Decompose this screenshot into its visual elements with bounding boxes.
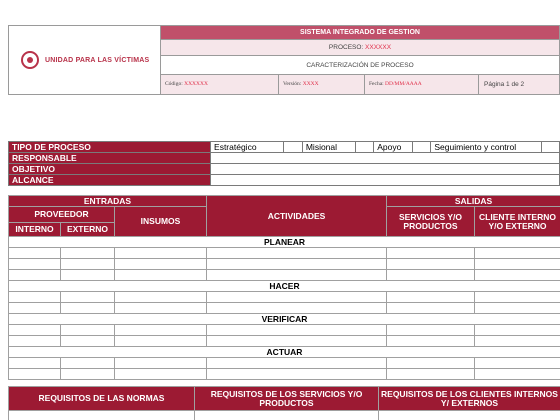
document-type: CARACTERIZACIÓN DE PROCESO <box>161 56 560 74</box>
option-misional: Misional <box>302 142 355 153</box>
logo-text: UNIDAD PARA LAS VÍCTIMAS <box>45 56 150 64</box>
document-header <box>8 25 560 95</box>
objetivo-row <box>9 164 560 175</box>
table-row[interactable] <box>9 292 560 303</box>
date-label: Fecha: <box>369 81 384 88</box>
responsable-row <box>9 153 560 164</box>
logo <box>21 51 160 69</box>
objetivo-field[interactable] <box>211 164 560 175</box>
table-row[interactable] <box>9 336 560 347</box>
clientes-req-header: REQUISITOS DE LOS CLIENTES INTERNOS Y/ EXTERNOS <box>379 387 560 411</box>
tipo-label: TIPO DE PROCESO <box>9 142 211 153</box>
table-row[interactable] <box>9 369 560 380</box>
date-value[interactable]: DD/MM/AAAA <box>385 81 422 88</box>
externo-header: EXTERNO <box>61 223 115 237</box>
table-row[interactable] <box>9 325 560 336</box>
code-cell <box>161 74 279 94</box>
proveedor-header: PROVEEDOR <box>9 207 115 223</box>
checkbox-seguimiento[interactable] <box>541 142 559 153</box>
table-row[interactable] <box>9 270 560 281</box>
process-label: PROCESO: <box>328 44 364 52</box>
alcance-label: ALCANCE <box>9 175 211 186</box>
date-cell <box>365 74 479 94</box>
process-name-row <box>161 40 560 56</box>
servicios-header: SERVICIOS Y/O PRODUCTOS <box>387 207 475 237</box>
code-value[interactable]: XXXXXX <box>184 81 208 88</box>
objetivo-label: OBJETIVO <box>9 164 211 175</box>
alcance-field[interactable] <box>211 175 560 186</box>
table-row[interactable] <box>9 303 560 314</box>
page-number: Página 1 de 2 <box>479 74 560 94</box>
table-row[interactable] <box>9 248 560 259</box>
interno-header: INTERNO <box>9 223 61 237</box>
phase-hacer: HACER <box>9 281 560 292</box>
requirements-table <box>8 386 560 420</box>
process-info-table <box>8 141 560 186</box>
table-row[interactable] <box>9 411 560 420</box>
insumos-header: INSUMOS <box>115 207 207 237</box>
phase-verificar: VERIFICAR <box>9 314 560 325</box>
option-seguimiento: Seguimiento y control <box>431 142 541 153</box>
alcance-row <box>9 175 560 186</box>
logo-cell <box>9 26 161 95</box>
entradas-header: ENTRADAS <box>9 196 207 207</box>
seal-icon <box>21 51 39 69</box>
phase-actuar: ACTUAR <box>9 347 560 358</box>
version-value[interactable]: XXXX <box>302 81 319 88</box>
responsable-field[interactable] <box>211 153 560 164</box>
process-value[interactable]: XXXXXX <box>365 44 392 52</box>
salidas-header: SALIDAS <box>387 196 560 207</box>
table-row[interactable] <box>9 259 560 270</box>
option-apoyo: Apoyo <box>374 142 413 153</box>
option-estrategico: Estratégico <box>211 142 284 153</box>
code-label: Código: <box>165 81 183 88</box>
checkbox-estrategico[interactable] <box>284 142 302 153</box>
servicios-req-header: REQUISITOS DE LOS SERVICIOS Y/O PRODUCTOS <box>195 387 379 411</box>
tipo-row <box>9 142 560 153</box>
phase-planear: PLANEAR <box>9 237 560 248</box>
version-cell <box>279 74 365 94</box>
checkbox-misional[interactable] <box>355 142 373 153</box>
actividades-header: ACTIVIDADES <box>207 196 387 237</box>
process-matrix <box>8 195 560 380</box>
version-label: Versión: <box>283 81 302 88</box>
system-title: SISTEMA INTEGRADO DE GESTION <box>161 26 560 40</box>
responsable-label: RESPONSABLE <box>9 153 211 164</box>
table-row[interactable] <box>9 358 560 369</box>
cliente-header: CLIENTE INTERNO Y/O EXTERNO <box>475 207 560 237</box>
checkbox-apoyo[interactable] <box>413 142 431 153</box>
normas-header: REQUISITOS DE LAS NORMAS <box>9 387 195 411</box>
